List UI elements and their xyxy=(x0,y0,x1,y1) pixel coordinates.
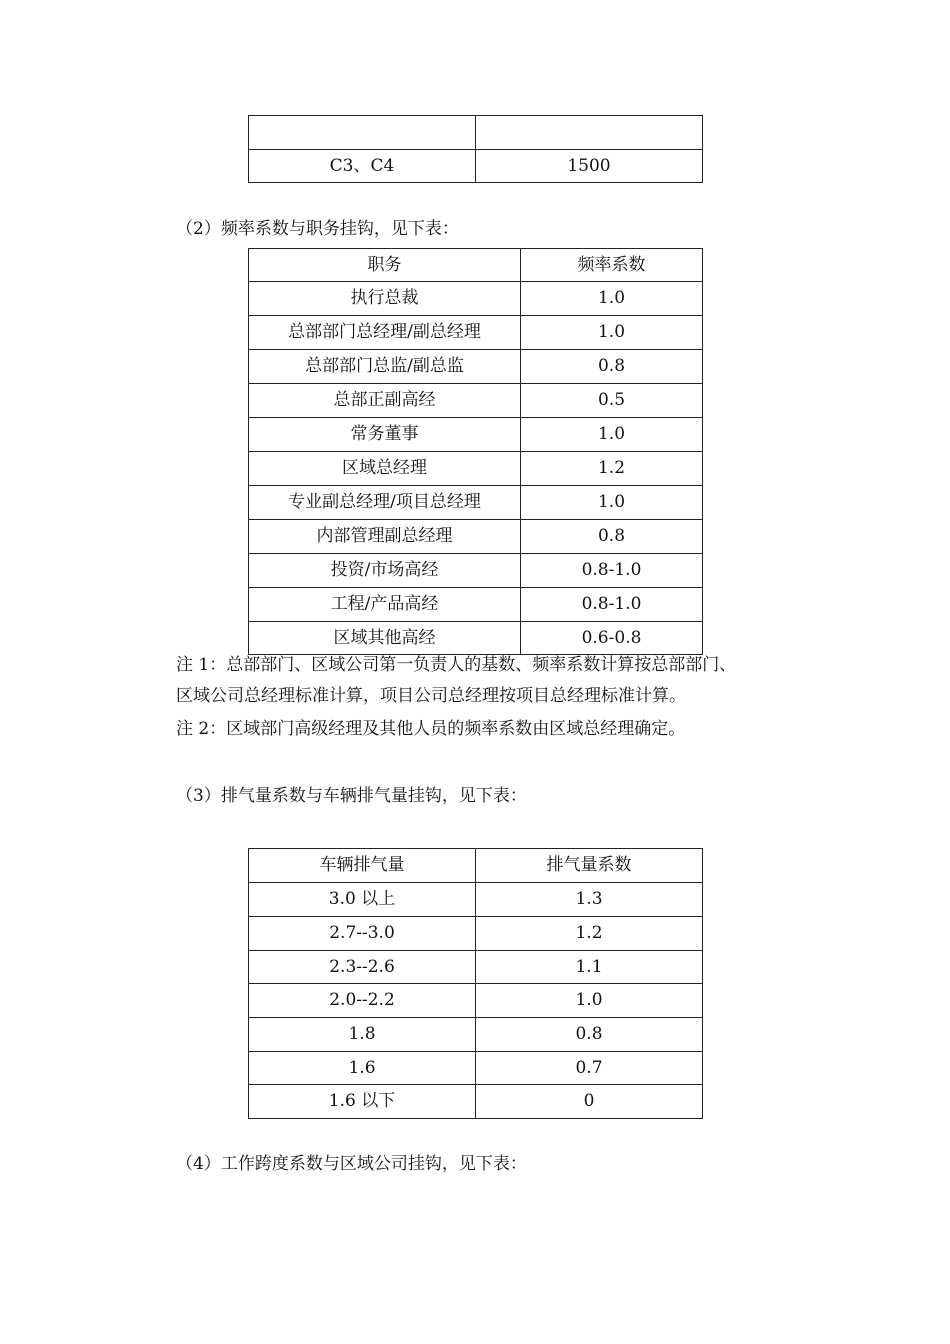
note-1-line-2: 区域公司总经理标准计算，项目公司总经理按项目总经理标准计算。 xyxy=(176,686,686,706)
table-cell: 3.0 以上 xyxy=(249,883,476,917)
table-cell: 1.6 xyxy=(249,1052,476,1085)
table-row xyxy=(249,951,703,984)
table-cell: 1.6 以下 xyxy=(249,1085,476,1119)
table-row xyxy=(249,622,703,655)
table-cell: 专业副总经理/项目总经理 xyxy=(249,486,521,520)
table-cell: 0.6-0.8 xyxy=(521,622,703,655)
table-cell: 总部正副高经 xyxy=(249,384,521,418)
table-header-cell: 排气量系数 xyxy=(476,849,703,883)
table-cell: 0.8-1.0 xyxy=(521,588,703,622)
table-cell xyxy=(249,116,476,150)
table-cell: 内部管理副总经理 xyxy=(249,520,521,554)
table-cell: 0.5 xyxy=(521,384,703,418)
table-row xyxy=(249,282,703,316)
table-header-cell: 车辆排气量 xyxy=(249,849,476,883)
table-row xyxy=(249,316,703,350)
base-amount-table xyxy=(248,115,703,183)
table-row xyxy=(249,150,703,183)
table-cell: 投资/市场高经 xyxy=(249,554,521,588)
table-cell: 1.0 xyxy=(521,282,703,316)
section-2-intro: （2）频率系数与职务挂钩，见下表： xyxy=(176,219,459,239)
table-cell: 1.2 xyxy=(521,452,703,486)
table-row xyxy=(249,1018,703,1052)
table-row xyxy=(249,554,703,588)
table-cell: 1.0 xyxy=(521,418,703,452)
displacement-coefficient-table xyxy=(248,848,703,1119)
table-cell: 1500 xyxy=(476,150,703,183)
table-cell: 1.3 xyxy=(476,883,703,917)
table-row xyxy=(249,384,703,418)
table-header-row xyxy=(249,849,703,883)
table-row xyxy=(249,883,703,917)
table-cell: 1.2 xyxy=(476,917,703,951)
section-4-intro: （4）工作跨度系数与区域公司挂钩，见下表： xyxy=(176,1154,527,1174)
table-cell: 2.0--2.2 xyxy=(249,984,476,1018)
table-row xyxy=(249,486,703,520)
table-cell: 工程/产品高经 xyxy=(249,588,521,622)
table-row xyxy=(249,418,703,452)
table-row xyxy=(249,452,703,486)
table-row xyxy=(249,1085,703,1119)
table-cell: 区域其他高经 xyxy=(249,622,521,655)
note-1-line-1: 注 1：总部部门、区域公司第一负责人的基数、频率系数计算按总部部门、 xyxy=(176,655,737,675)
table-cell: 常务董事 xyxy=(249,418,521,452)
section-3-intro: （3）排气量系数与车辆排气量挂钩，见下表： xyxy=(176,786,527,806)
table-cell xyxy=(476,116,703,150)
table-header-cell: 频率系数 xyxy=(521,249,703,282)
table-cell: 执行总裁 xyxy=(249,282,521,316)
table-cell: 0 xyxy=(476,1085,703,1119)
table-cell: 1.0 xyxy=(521,316,703,350)
table-cell: 0.8 xyxy=(521,520,703,554)
table-header-cell: 职务 xyxy=(249,249,521,282)
table-cell: 2.3--2.6 xyxy=(249,951,476,984)
frequency-coefficient-table xyxy=(248,248,703,655)
table-row xyxy=(249,917,703,951)
table-cell: 2.7--3.0 xyxy=(249,917,476,951)
table-cell: 0.7 xyxy=(476,1052,703,1085)
note-2: 注 2：区域部门高级经理及其他人员的频率系数由区域总经理确定。 xyxy=(176,719,686,739)
table-cell: 0.8 xyxy=(476,1018,703,1052)
table-row xyxy=(249,350,703,384)
table-cell: 区域总经理 xyxy=(249,452,521,486)
table-header-row xyxy=(249,249,703,282)
table-cell: 0.8 xyxy=(521,350,703,384)
table-row xyxy=(249,1052,703,1085)
table-cell: 1.0 xyxy=(476,984,703,1018)
table-cell: 总部部门总监/副总监 xyxy=(249,350,521,384)
table-cell: 0.8-1.0 xyxy=(521,554,703,588)
table-cell: C3、C4 xyxy=(249,150,476,183)
table-row xyxy=(249,588,703,622)
table-row xyxy=(249,116,703,150)
table-row xyxy=(249,520,703,554)
table-row xyxy=(249,984,703,1018)
table-cell: 1.8 xyxy=(249,1018,476,1052)
table-cell: 1.0 xyxy=(521,486,703,520)
table-cell: 总部部门总经理/副总经理 xyxy=(249,316,521,350)
table-cell: 1.1 xyxy=(476,951,703,984)
